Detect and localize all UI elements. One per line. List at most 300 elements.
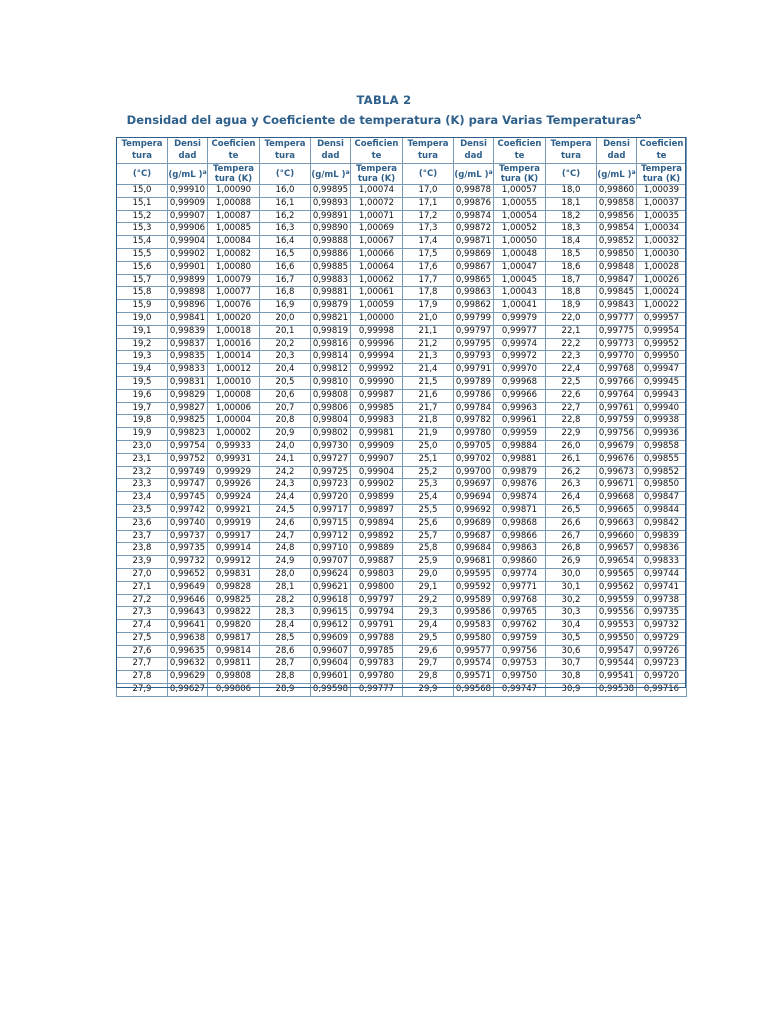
table-cell: 0,99624 [311,568,351,581]
table-cell: 0,99829 [168,389,208,402]
table-cell: 1,00085 [208,223,260,236]
table-cell: 22,8 [546,415,597,428]
table-cell: 16,7 [260,274,311,287]
table-cell: 0,99791 [454,364,494,377]
table-cell: 20,0 [260,312,311,325]
table-cell: 1,00059 [351,300,403,313]
table-cell: 1,00045 [494,274,546,287]
density-superscript: a [488,169,493,176]
table-row [117,376,687,389]
table-cell: 0,99899 [168,274,208,287]
table-cell: 0,99847 [597,274,637,287]
table-cell: 0,99844 [637,504,687,517]
table-cell: 0,99863 [454,287,494,300]
table-row [117,568,687,581]
table-cell: 0,99732 [168,556,208,569]
table-cell: 16,8 [260,287,311,300]
table-cell: 0,99804 [311,415,351,428]
table-cell: 21,6 [403,389,454,402]
table-cell: 1,00055 [494,197,546,210]
table-cell: 27,8 [117,671,168,684]
table-cell: 23,4 [117,492,168,505]
header-cell [454,164,494,185]
table-cell: 0,99735 [637,607,687,620]
table-cell: 0,99771 [494,581,546,594]
table-cell: 15,6 [117,261,168,274]
table-cell: 15,1 [117,197,168,210]
table-cell: 0,99745 [168,492,208,505]
table-cell: 30,7 [546,658,597,671]
table-cell: 0,99673 [597,466,637,479]
table-cell: 0,99972 [494,351,546,364]
table-cell: 0,99609 [311,632,351,645]
header-cell [117,164,168,185]
table-cell: 0,99850 [597,248,637,261]
table-cell: 0,99595 [454,568,494,581]
table-row [117,645,687,658]
table-cell: 29,0 [403,568,454,581]
table-cell: 0,99936 [637,428,687,441]
table-cell: 1,00048 [494,248,546,261]
table-cell: 0,99765 [494,607,546,620]
table-cell: 17,6 [403,261,454,274]
table-cell: 0,99839 [168,325,208,338]
table-cell: 19,3 [117,351,168,364]
table-cell: 22,4 [546,364,597,377]
table-cell: 25,6 [403,517,454,530]
table-cell: 22,2 [546,338,597,351]
table-cell: 22,3 [546,351,597,364]
table-cell: 1,00035 [637,210,687,223]
table-cell: 0,99668 [597,492,637,505]
table-cell: 0,99891 [311,210,351,223]
table-cell: 1,00064 [351,261,403,274]
table-cell: 0,99843 [597,300,637,313]
table-cell: 0,99812 [311,364,351,377]
table-cell: 0,99954 [637,325,687,338]
table-cell: 0,99862 [454,300,494,313]
table-cell: 1,00079 [208,274,260,287]
table-cell: 0,99912 [208,556,260,569]
table-cell: 17,5 [403,248,454,261]
table-cell: 27,3 [117,607,168,620]
header-cell-text: (g/mL ) [311,170,346,180]
table-cell: 22,7 [546,402,597,415]
table-cell: 0,99589 [454,594,494,607]
table-cell: 16,1 [260,197,311,210]
table-cell: 15,4 [117,236,168,249]
table-cell: 0,99856 [597,210,637,223]
table-cell: 16,3 [260,223,311,236]
table-cell: 25,7 [403,530,454,543]
table-cell: 0,99828 [208,581,260,594]
table-cell: 18,2 [546,210,597,223]
table-cell: 18,4 [546,236,597,249]
table-cell: 1,00030 [637,248,687,261]
table-cell: 21,8 [403,415,454,428]
table-cell: 0,99872 [454,223,494,236]
header-cell-text: (°C) [132,169,152,179]
table-cell: 0,99833 [637,556,687,569]
table-cell: 0,99854 [597,223,637,236]
table-cell: 24,2 [260,466,311,479]
table-cell: 25,2 [403,466,454,479]
table-cell: 0,99756 [597,428,637,441]
table-cell: 20,8 [260,415,311,428]
table-cell: 0,99629 [168,671,208,684]
table-cell: 1,00061 [351,287,403,300]
table-cell: 30,5 [546,632,597,645]
table-cell: 20,4 [260,364,311,377]
table-cell: 0,99998 [351,325,403,338]
header-cell: Densi dad [168,138,208,164]
table-cell: 0,99768 [494,594,546,607]
table-cell: 0,99692 [454,504,494,517]
table-cell: 21,1 [403,325,454,338]
table-cell: 0,99841 [168,312,208,325]
table-cell: 0,99959 [494,428,546,441]
table-cell: 0,99943 [637,389,687,402]
table-cell: 17,3 [403,223,454,236]
table-cell: 1,00057 [494,185,546,198]
table-cell: 28,4 [260,620,311,633]
table-cell: 1,00037 [637,197,687,210]
table-cell: 0,99855 [637,453,687,466]
table-cell: 26,0 [546,440,597,453]
table-cell: 16,0 [260,185,311,198]
table-row [117,492,687,505]
table-cell: 0,99729 [637,632,687,645]
table-cell: 15,2 [117,210,168,223]
table-row [117,428,687,441]
header-row-1 [117,138,687,164]
table-cell: 0,99848 [597,261,637,274]
table-cell: 0,99794 [351,607,403,620]
table-cell: 26,8 [546,543,597,556]
table-cell: 19,9 [117,428,168,441]
table-cell: 0,99878 [454,185,494,198]
header-cell-text: (g/mL ) [597,170,632,180]
table-cell: 27,0 [117,568,168,581]
table-cell: 0,99727 [311,453,351,466]
table-cell: 0,99847 [637,492,687,505]
table-cell: 0,99929 [208,466,260,479]
table-cell: 0,99550 [597,632,637,645]
density-superscript: a [631,169,636,176]
table-cell: 0,99720 [637,671,687,684]
table-cell: 24,3 [260,479,311,492]
table-cell: 24,1 [260,453,311,466]
table-cell: 16,2 [260,210,311,223]
table-row [117,671,687,684]
table-cell: 24,0 [260,440,311,453]
table-cell: 18,9 [546,300,597,313]
table-cell: 0,99723 [637,658,687,671]
table-cell: 0,99940 [637,402,687,415]
table-cell: 23,5 [117,504,168,517]
table-cell: 0,99886 [311,248,351,261]
table-cell: 0,99641 [168,620,208,633]
table-cell: 27,9 [117,684,168,697]
table-cell: 0,99676 [597,453,637,466]
table-cell: 0,99871 [454,236,494,249]
header-cell-text: (°C) [561,169,581,179]
table-cell: 18,8 [546,287,597,300]
table-cell: 1,00062 [351,274,403,287]
table-cell: 0,99837 [168,338,208,351]
table-cell: 1,00020 [208,312,260,325]
table-cell: 0,99996 [351,338,403,351]
table-cell: 21,7 [403,402,454,415]
subtitle-superscript: A [635,113,642,121]
table-cell: 0,99660 [597,530,637,543]
table-cell: 21,2 [403,338,454,351]
header-cell-text: Tempera tura (K) [498,164,541,184]
table-cell: 0,99823 [168,428,208,441]
table-cell: 0,99679 [597,440,637,453]
table-cell: 0,99700 [454,466,494,479]
table-cell: 0,99780 [351,671,403,684]
table-cell: 26,7 [546,530,597,543]
table-cell: 0,99871 [494,504,546,517]
table-row [117,440,687,453]
table-cell: 0,99909 [351,440,403,453]
header-cell-text: Tempera tura (K) [212,164,255,184]
table-cell: 26,6 [546,517,597,530]
table-cell: 0,99884 [494,440,546,453]
table-row [117,632,687,645]
table-cell: 0,99921 [208,504,260,517]
table-cell: 1,00088 [208,197,260,210]
table-cell: 0,99898 [168,287,208,300]
table-cell: 27,2 [117,594,168,607]
table-cell: 0,99783 [351,658,403,671]
table-cell: 0,99974 [494,338,546,351]
table-cell: 0,99547 [597,645,637,658]
table-cell: 0,99577 [454,645,494,658]
table-cell: 1,00014 [208,351,260,364]
table-cell: 0,99780 [454,428,494,441]
table-cell: 1,00050 [494,236,546,249]
table-cell: 1,00018 [208,325,260,338]
table-cell: 0,99702 [454,453,494,466]
table-cell: 16,4 [260,236,311,249]
table-row [117,466,687,479]
table-cell: 17,4 [403,236,454,249]
table-cell: 0,99654 [597,556,637,569]
table-cell: 15,0 [117,185,168,198]
table-cell: 0,99793 [454,351,494,364]
header-cell-text: (g/mL ) [168,170,203,180]
table-cell: 0,99741 [637,581,687,594]
table-cell: 0,99604 [311,658,351,671]
table-cell: 19,1 [117,325,168,338]
table-cell: 0,99618 [311,594,351,607]
table-cell: 20,2 [260,338,311,351]
table-row [117,210,687,223]
table-cell: 0,99657 [597,543,637,556]
table-cell: 25,5 [403,504,454,517]
table-cell: 0,99580 [454,632,494,645]
table-cell: 0,99643 [168,607,208,620]
table-cell: 0,99795 [454,338,494,351]
table-cell: 0,99899 [351,492,403,505]
table-cell: 0,99715 [311,517,351,530]
table-cell: 0,99860 [494,556,546,569]
table-cell: 0,99753 [494,658,546,671]
header-cell [168,164,208,185]
table-cell: 0,99777 [351,684,403,697]
header-cell: Tempera tura [117,138,168,164]
table-cell: 1,00043 [494,287,546,300]
table-cell: 1,00054 [494,210,546,223]
density-table [116,137,687,697]
table-cell: 0,99716 [637,684,687,697]
table-cell: 0,99730 [311,440,351,453]
table-cell: 24,5 [260,504,311,517]
table-cell: 23,9 [117,556,168,569]
table-row [117,607,687,620]
header-cell [597,164,637,185]
table-cell: 1,00080 [208,261,260,274]
table-row [117,543,687,556]
table-title: TABLA 2 [356,93,412,107]
table-cell: 28,9 [260,684,311,697]
table-cell: 29,5 [403,632,454,645]
table-cell: 0,99819 [311,325,351,338]
table-cell: 29,2 [403,594,454,607]
table-row [117,364,687,377]
table-row [117,556,687,569]
table-cell: 24,8 [260,543,311,556]
table-cell: 0,99754 [168,440,208,453]
table-cell: 18,6 [546,261,597,274]
table-row [117,236,687,249]
table-cell: 0,99914 [208,543,260,556]
table-cell: 0,99811 [208,658,260,671]
table-cell: 0,99839 [637,530,687,543]
table-cell: 0,99770 [597,351,637,364]
table-cell: 1,00004 [208,415,260,428]
table-cell: 15,9 [117,300,168,313]
table-cell: 26,2 [546,466,597,479]
table-cell: 15,8 [117,287,168,300]
table-cell: 0,99806 [311,402,351,415]
table-cell: 25,9 [403,556,454,569]
table-cell: 1,00010 [208,376,260,389]
table-cell: 0,99876 [494,479,546,492]
table-cell: 0,99726 [637,645,687,658]
table-cell: 0,99896 [168,300,208,313]
table-cell: 1,00076 [208,300,260,313]
table-cell: 22,6 [546,389,597,402]
table-cell: 0,99907 [168,210,208,223]
table-cell: 22,0 [546,312,597,325]
header-cell-text: (°C) [275,169,295,179]
table-cell: 0,99689 [454,517,494,530]
table-cell: 0,99684 [454,543,494,556]
table-cell: 18,5 [546,248,597,261]
table-row [117,684,687,697]
table-cell: 0,99888 [311,236,351,249]
header-cell: Tempera tura [260,138,311,164]
table-cell: 0,99797 [351,594,403,607]
table-cell: 20,3 [260,351,311,364]
table-cell: 24,6 [260,517,311,530]
table-cell: 0,99737 [168,530,208,543]
table-cell: 0,99822 [208,607,260,620]
table-cell: 19,6 [117,389,168,402]
table-cell: 17,8 [403,287,454,300]
table-cell: 0,99725 [311,466,351,479]
table-cell: 1,00022 [637,300,687,313]
header-cell [208,164,260,185]
table-cell: 0,99538 [597,684,637,697]
table-cell: 0,99598 [311,684,351,697]
table-cell: 25,4 [403,492,454,505]
table-cell: 1,00026 [637,274,687,287]
table-cell: 1,00072 [351,197,403,210]
table-row [117,338,687,351]
table-cell: 20,7 [260,402,311,415]
table-cell: 26,9 [546,556,597,569]
table-row [117,658,687,671]
table-cell: 0,99712 [311,530,351,543]
table-cell: 16,5 [260,248,311,261]
table-cell: 0,99987 [351,389,403,402]
table-cell: 18,1 [546,197,597,210]
header-cell [546,164,597,185]
table-cell: 19,0 [117,312,168,325]
table-cell: 1,00074 [351,185,403,198]
table-cell: 0,99817 [208,632,260,645]
table-cell: 28,1 [260,581,311,594]
table-cell: 29,1 [403,581,454,594]
header-cell: Tempera tura [403,138,454,164]
table-cell: 0,99752 [168,453,208,466]
table-cell: 0,99652 [168,568,208,581]
table-cell: 0,99850 [637,479,687,492]
table-cell: 1,00000 [351,312,403,325]
table-cell: 0,99803 [351,568,403,581]
table-cell: 0,99562 [597,581,637,594]
table-cell: 15,5 [117,248,168,261]
table-cell: 24,9 [260,556,311,569]
table-cell: 23,2 [117,466,168,479]
table-cell: 0,99904 [351,466,403,479]
table-cell: 17,9 [403,300,454,313]
table-cell: 0,99831 [168,376,208,389]
header-cell [311,164,351,185]
table-cell: 0,99926 [208,479,260,492]
table-cell: 0,99797 [454,325,494,338]
table-cell: 0,99592 [454,581,494,594]
table-cell: 0,99802 [311,428,351,441]
table-cell: 0,99909 [168,197,208,210]
header-cell: Coeficien te [494,138,546,164]
table-cell: 0,99586 [454,607,494,620]
table-cell: 0,99957 [637,312,687,325]
table-cell: 0,99759 [494,632,546,645]
header-cell: Coeficien te [637,138,687,164]
table-cell: 0,99869 [454,248,494,261]
table-cell: 20,9 [260,428,311,441]
table-cell: 1,00008 [208,389,260,402]
table-cell: 0,99786 [454,389,494,402]
table-row [117,261,687,274]
table-cell: 0,99707 [311,556,351,569]
table-cell: 0,99860 [597,185,637,198]
